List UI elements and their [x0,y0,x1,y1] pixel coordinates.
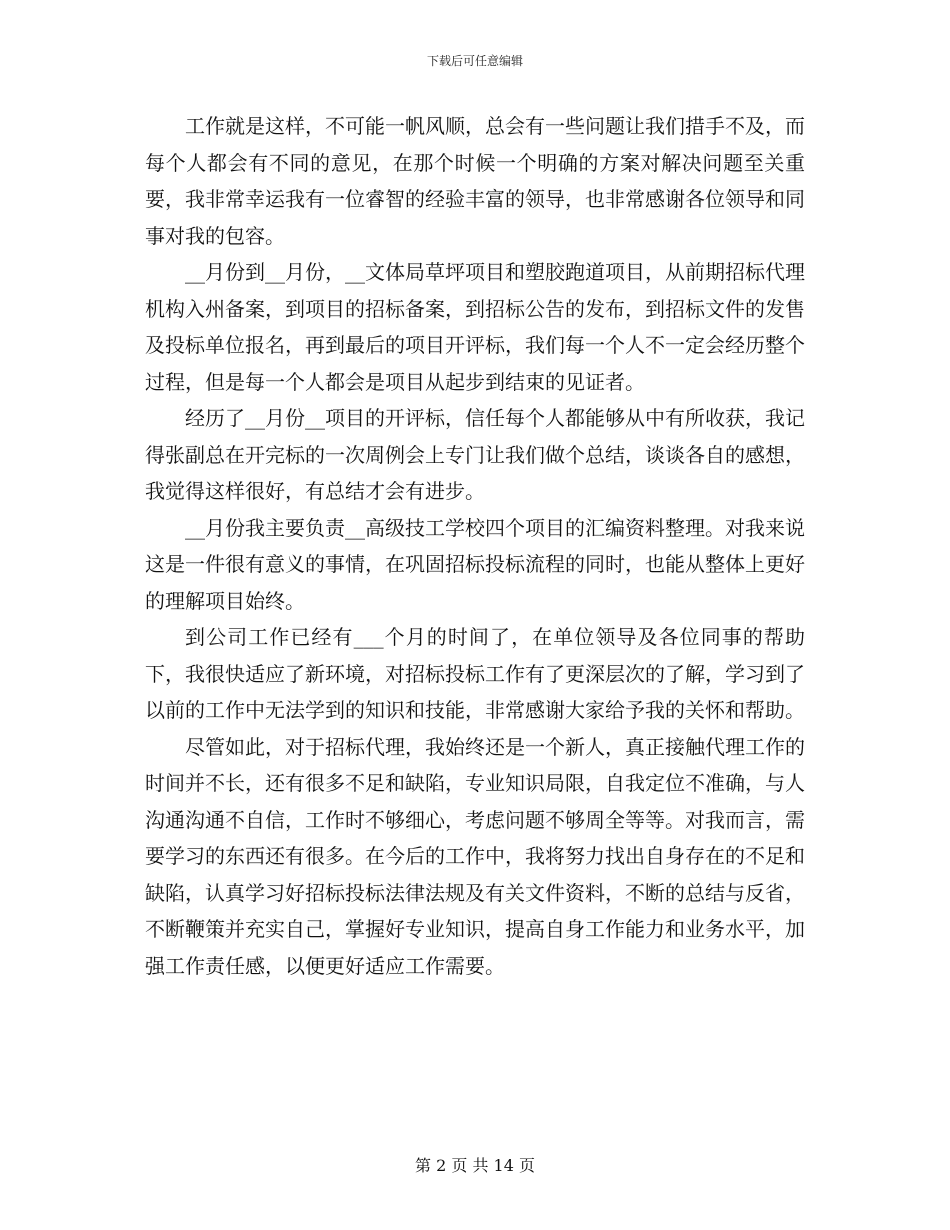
paragraph-4: __月份我主要负责__高级技工学校四个项目的汇编资料整理。对我来说这是一件很有意义的事情，在巩固招标投标流程的同时，也能从整体上更好的理解项目始终。 [145,515,805,613]
page-header-note: 下载后可任意编辑 [426,54,523,68]
paragraph-2: __月份到__月份，__文体局草坪项目和塑胶跑道项目，从前期招标代理机构入州备案，到项目的招标备案，到招标公告的发布，到招标文件的发售及投标单位报名，再到最后的项目开评标，我们每一个人不一定会经历整个过程，但是每一个人都会是项目从起步到结束的见证者。 [145,260,805,394]
document-body [145,108,805,984]
page-number-footer: 第 2 页 共 14 页 [415,1156,535,1175]
paragraph-6: 尽管如此，对于招标代理，我始终还是一个新人，真正接触代理工作的时间并不长，还有很多不足和缺陷，专业知识局限，自我定位不准确，与人沟通沟通不自信，工作时不够细心，考虑问题不够周全等等。对我而言，需要学习的东西还有很多。在今后的工作中，我将努力找出自身存在的不足和缺陷，认真学习好招标投标法律法规及有关文件资料，不断的总结与反省，不断鞭策并充实自己，掌握好专业知识，提高自身工作能力和业务水平，加强工作责任感，以便更好适应工作需要。 [145,734,805,978]
paragraph-3: 经历了__月份__项目的开评标，信任每个人都能够从中有所收获，我记得张副总在开完标的一次周例会上专门让我们做个总结，谈谈各自的感想，我觉得这样很好，有总结才会有进步。 [145,406,805,503]
paragraph-5: 到公司工作已经有___个月的时间了，在单位领导及各位同事的帮助下，我很快适应了新环境，对招标投标工作有了更深层次的了解，学习到了以前的工作中无法学到的知识和技能，非常感谢大家给予我的关怀和帮助。 [145,625,805,722]
paragraph-1: 工作就是这样，不可能一帆风顺，总会有一些问题让我们措手不及，而每个人都会有不同的意见，在那个时候一个明确的方案对解决问题至关重要，我非常幸运我有一位睿智的经验丰富的领导，也非常感谢各位领导和同事对我的包容。 [145,114,805,248]
